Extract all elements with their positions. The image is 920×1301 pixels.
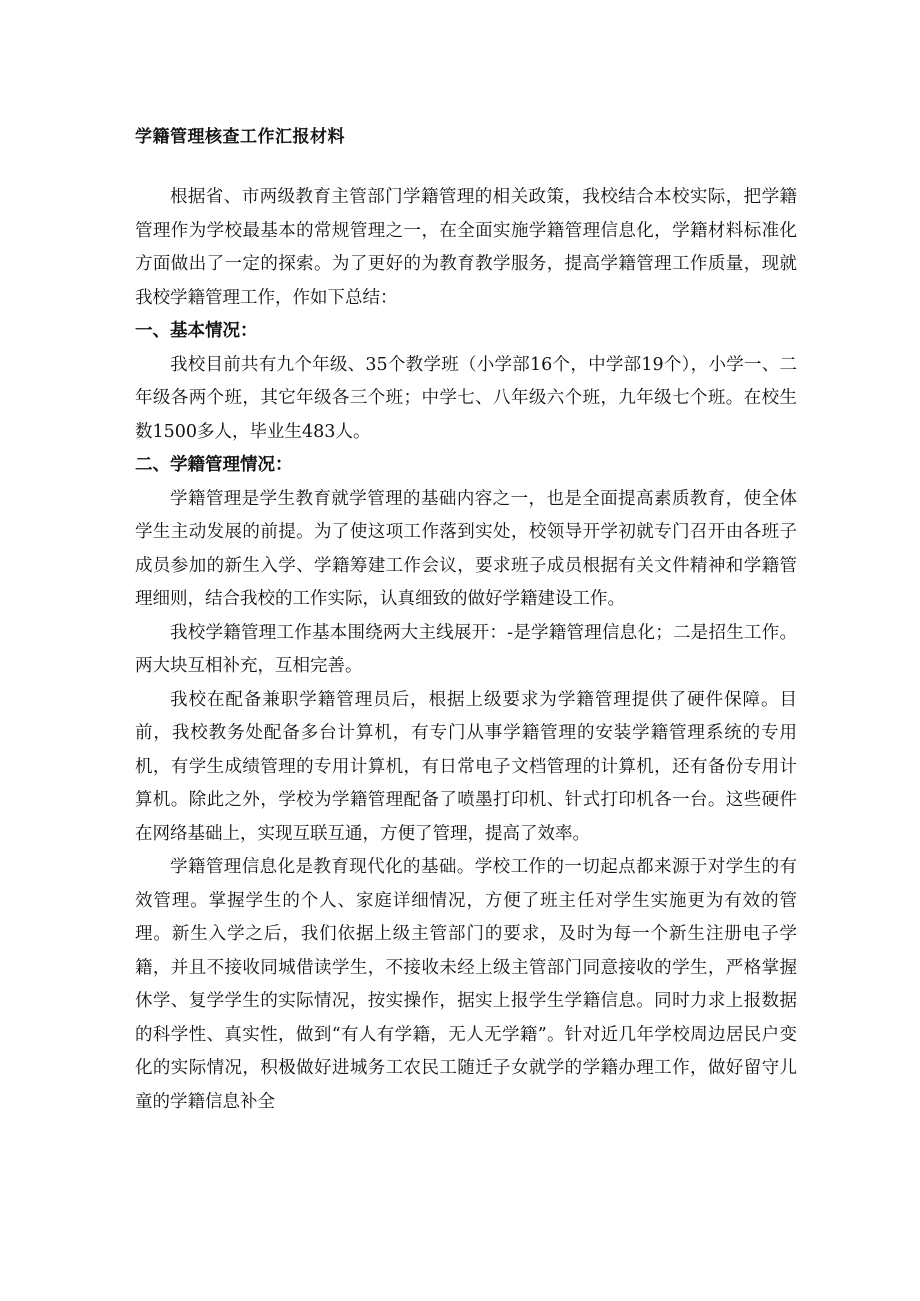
basic-info-paragraph: 我校目前共有九个年级、35个教学班（小学部16个，中学部19个），小学一、二年级各两个班，其它年级各三个班；中学七、八年级六个班，九年级七个班。在校生数1500多人，毕业生483人。: [135, 354, 797, 442]
student-status-paragraph-2: 我校学籍管理工作基本围绕两大主线展开：-是学籍管理信息化；二是招生工作。两大块互相补充，互相完善。: [135, 622, 797, 676]
document-body: [135, 181, 797, 1119]
student-status-paragraph-4: 学籍管理信息化是教育现代化的基础。学校工作的一切起点都来源于对学生的有效管理。掌握学生的个人、家庭详细情况，方便了班主任对学生实施更为有效的管理。新生入学之后，我们依据上级主管部门的要求，及时为每一个新生注册电子学籍，并且不接收同城借读学生，不接收未经上级主管部门同意接收的学生，严格掌握休学、复学学生的实际情况，按实操作，据实上报学生学籍信息。同时力求上报数据的科学性、真实性，做到“有人有学籍，无人无学籍”。针对近几年学校周边居民户变化的实际情况，积极做好进城务工农民工随迁子女就学的学籍办理工作，做好留守儿童的学籍信息补全: [135, 857, 797, 1112]
section-heading-student-status: 二、学籍管理情况：: [135, 455, 293, 475]
student-status-paragraph-1: 学籍管理是学生教育就学管理的基础内容之一，也是全面提高素质教育，使全体学生主动发展的前提。为了使这项工作落到实处，校领导开学初就专门召开由各班子成员参加的新生入学、学籍筹建工作会议，要求班子成员根据有关文件精神和学籍管理细则，结合我校的工作实际，认真细致的做好学籍建设工作。: [135, 488, 797, 609]
intro-paragraph: 根据省、市两级教育主管部门学籍管理的相关政策，我校结合本校实际，把学籍管理作为学校最基本的常规管理之一，在全面实施学籍管理信息化，学籍材料标准化方面做出了一定的探索。为了更好的为教育教学服务，提高学籍管理工作质量，现就我校学籍管理工作，作如下总结：: [135, 187, 797, 308]
student-status-paragraph-3: 我校在配备兼职学籍管理员后，根据上级要求为学籍管理提供了硬件保障。目前，我校教务处配备多台计算机，有专门从事学籍管理的安装学籍管理系统的专用机，有学生成绩管理的专用计算机，有日常电子文档管理的计算机，还有备份专用计算机。除此之外，学校为学籍管理配备了喷墨打印机、针式打印机各一台。这些硬件在网络基础上，实现互联互通，方便了管理，提高了效率。: [135, 689, 797, 844]
document-title: 学籍管理核查工作汇报材料: [135, 127, 345, 147]
section-heading-basic-info: 一、基本情况：: [135, 321, 258, 341]
